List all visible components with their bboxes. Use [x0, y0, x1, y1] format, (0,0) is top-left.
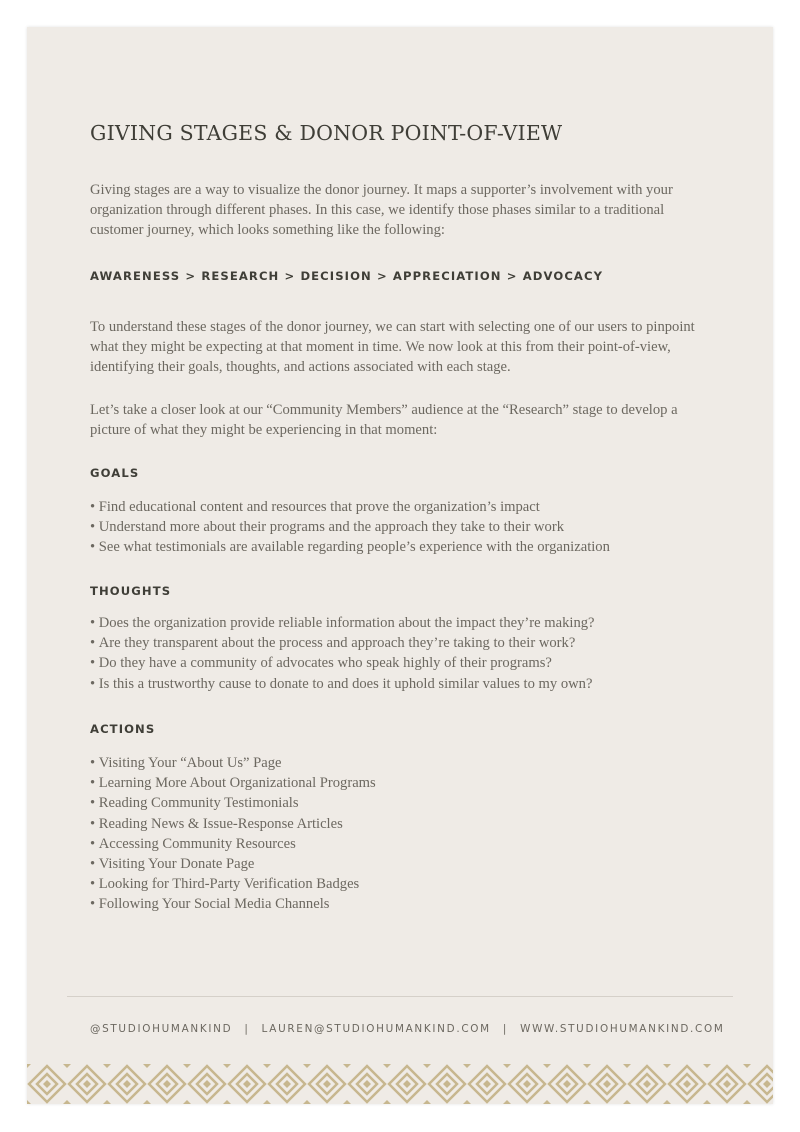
social-handle[interactable]: @STUDIOHUMANKIND — [90, 1023, 233, 1035]
list-item: • Find educational content and resources that prove the organization’s impact — [90, 497, 610, 517]
list-item: • Accessing Community Resources — [90, 834, 376, 854]
email-link[interactable]: LAUREN@STUDIOHUMANKIND.COM — [261, 1023, 491, 1035]
list-item: • Are they transparent about the process and approach they’re taking to their work? — [90, 633, 595, 653]
list-item: • Is this a trustworthy cause to donate to and does it uphold similar values to my own? — [90, 674, 595, 694]
list-item: • Following Your Social Media Channels — [90, 894, 376, 914]
footer-divider — [67, 996, 733, 997]
footer-separator: | — [244, 1023, 250, 1035]
stages-sequence: AWARENESS > RESEARCH > DECISION > APPRECIATION > ADVOCACY — [90, 269, 604, 283]
footer-separator: | — [502, 1023, 509, 1035]
list-item: • Does the organization provide reliable information about the impact they’re making? — [90, 613, 595, 633]
intro-paragraph: Giving stages are a way to visualize the donor journey. It maps a supporter’s involvement with your organization through different phases. In this case, we identify those phases similar to a traditional customer journey, which looks something like the following: — [90, 182, 673, 239]
list-item: • Visiting Your “About Us” Page — [90, 753, 376, 773]
website-link[interactable]: WWW.STUDIOHUMANKIND.COM — [520, 1023, 725, 1035]
thoughts-list — [90, 613, 595, 694]
list-item: • Reading News & Issue-Response Articles — [90, 814, 376, 834]
page-title: GIVING STAGES & DONOR POINT-OF-VIEW — [90, 121, 563, 145]
document-page — [27, 27, 773, 1104]
stages-paragraph: To understand these stages of the donor journey, we can start with selecting one of our users to pinpoint what they might be expecting at that moment in time. We now look at this from their point-of-view, identifying their goals, thoughts, and actions associated with each stage. — [90, 319, 695, 376]
goals-heading: GOALS — [90, 466, 140, 480]
actions-list — [90, 753, 376, 915]
list-item: • Visiting Your Donate Page — [90, 854, 376, 874]
list-item: • Do they have a community of advocates who speak highly of their programs? — [90, 653, 595, 673]
list-item: • Reading Community Testimonials — [90, 793, 376, 813]
footer-contact — [90, 1023, 725, 1035]
goals-list — [90, 497, 610, 558]
community-paragraph: Let’s take a closer look at our “Community Members” audience at the “Research” stage to develop a picture of what they might be experiencing in that moment: — [90, 402, 678, 439]
list-item: • Looking for Third-Party Verification Badges — [90, 874, 376, 894]
list-item: • Understand more about their programs and the approach they take to their work — [90, 517, 610, 537]
list-item: • See what testimonials are available regarding people’s experience with the organization — [90, 537, 610, 557]
decorative-pattern — [27, 1064, 773, 1104]
actions-heading: ACTIONS — [90, 722, 156, 736]
pattern-fill — [27, 1064, 773, 1104]
list-item: • Learning More About Organizational Programs — [90, 773, 376, 793]
thoughts-heading: THOUGHTS — [90, 584, 172, 598]
